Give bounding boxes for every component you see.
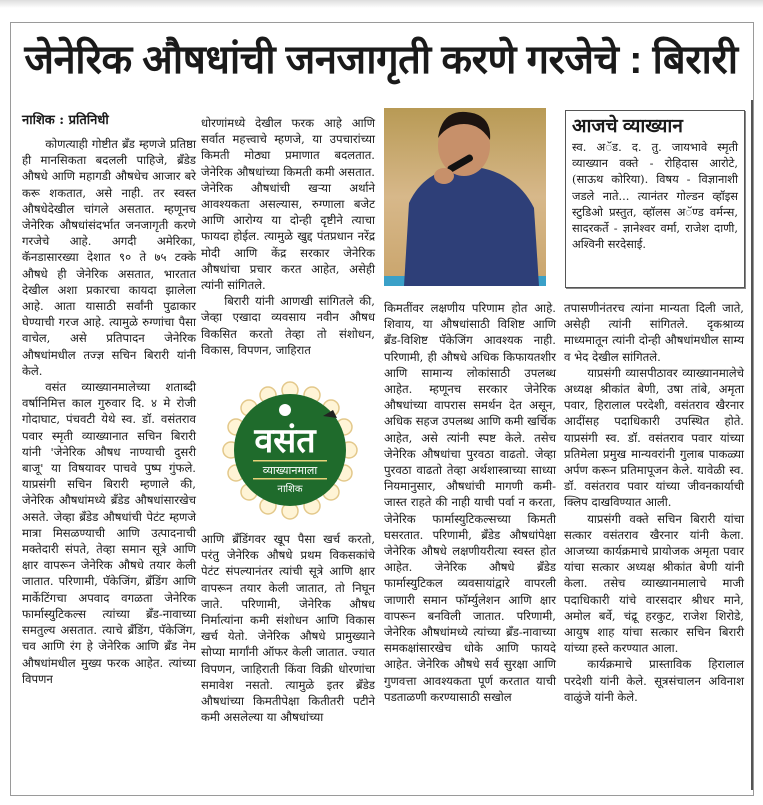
column-3 [384, 300, 556, 705]
paragraph: कोणत्याही गोष्टीत ब्रँड म्हणजे प्रतिष्ठा ही मानसिकता बदलली पाहिजे, ब्रँडेड औषधे आणि महागडी औषधेच आजार बरे करू शकतात, असे नाही. तर स्वस्त औषधेदेखील चांगले असतात. म्हणूनच जेनेरिक औषधांसंदर्भात जनजागृती करणे गरजेचे आहे. अगदी अमेरिका, कॅनडासारख्या देशात ९० ते ७५ टक्के औषधे ही जेनेरिक असतात, भारतात देखील अशा प्रकारचा कायदा झालेला आहे. आता यासाठी सर्वांनी पुढाकार घेण्याची गरज आहे. त्यामुळे रुग्णांचा पैसा वाचेल, असे प्रतिपादन जेनेरिक औषधांमधील तज्ज्ञ सचिन बिरारी यांनी केले. [22, 137, 196, 378]
column-divider [751, 100, 753, 790]
paragraph: याप्रसंगी वक्ते सचिन बिरारी यांचा सत्कार वसंतराव खैरनार यांनी केला. आजच्या कार्यक्रमाचे प्रायोजक अमृता पवार यांचा सत्कार अध्यक्ष श्रीकांत बेणी यांनी केला. तसेच व्याख्यानमालाचे माजी पदाधिकारी यांचे वारसदार श्रीधर माने, अमोल बर्वे, चंद्रू हरकुट, राजेश शिरोडे, आयुष शाह यांचा सत्कार सचिन बिरारी यांच्या हस्ते करण्यात आला. [564, 511, 744, 656]
column-4 [564, 300, 744, 705]
logo-subtitle: व्याख्यानमाला [262, 465, 318, 477]
vasant-vyakhyanmala-logo [215, 380, 365, 525]
paragraph: कार्यक्रमाचे प्रास्ताविक हिरालाल परदेशी यांनी केले. सूत्रसंचालन अविनाश वाळुंजे यांनी केले. [564, 657, 744, 704]
byline: नाशिक : प्रतिनिधी [22, 113, 109, 128]
logo-title: वसंत [254, 422, 316, 460]
paragraph: किमतींवर लक्षणीय परिणाम होत आहे. शिवाय, या औषधांसाठी विशिष्ट आणि ब्रँड-विशिष्ट पॅकेजिंग आवश्यक नाही. परिणामी, ही औषधे अधिक किफायतशीर आणि सामान्य लोकांसाठी उपलब्ध आहेत. म्हणूनच सरकार जेनेरिक औषधांच्या वापरास समर्थन देत असून, अधिक सहज उपलब्ध आणि कमी खर्चिक आहेत, असे त्यांनी स्पष्ट केले. तसेच जेनेरिक औषधांचा पुरवठा वाढतो. जेव्हा पुरवठा वाढतो तेव्हा अर्थशास्त्राच्या साध्या नियमानुसार, औषधांची मागणी कमी-जास्त राहते की नाही याची पर्वा न करता, जेनेरिक फार्मास्युटिकल्सच्या किमती घसरतात. परिणामी, ब्रँडेड औषधांपेक्षा जेनेरिक औषधे लक्षणीयरीत्या स्वस्त होत आहेत. जेनेरिक औषधे ब्रँडेड फार्मास्युटिकल व्यवसायांद्वारे वापरली जाणारी समान फॉर्म्युलेशन आणि क्षार वापरून बनविली जातात. परिणामी, जेनेरिक औषधांमध्ये त्यांच्या ब्रँड-नावाच्या समकक्षांसारखेच धोके आणि फायदे आहेत. जेनेरिक औषधे सर्व सुरक्षा आणि गुणवत्ता आवश्यकता पूर्ण करतात याची पडताळणी करण्यासाठी सखोल [384, 301, 556, 704]
todays-lecture-title: आजचे व्याख्यान [572, 116, 683, 137]
column-1 [22, 112, 196, 687]
paragraph: आणि ब्रँडिंगवर खूप पैसा खर्च करतो, परंतु जेनेरिक औषधे प्रथम विकसकांचे पेटंट संपल्यानंतर त्यांची सूत्रे आणि क्षार वापरून तयार केली जातात, तो निघून जाते. परिणामी, जेनेरिक औषध निर्मात्यांना कमी संशोधन आणि विकास खर्च येतो. जेनेरिक औषधे प्रामुख्याने सोप्या मार्गांनी ऑफर केली जातात. ज्यात विपणन, जाहिराती किंवा विक्री धोरणांचा समावेश नसतो. त्यामुळे इतर ब्रँडेड औषधांच्या किमतीपेक्षा कितीतरी पटीने कमी असलेल्या या औषधांच्या [201, 532, 375, 725]
column-2-bottom [201, 531, 375, 725]
logo-city: नाशिक [277, 484, 303, 495]
headline: जेनेरिक औषधांची जनजागृती करणे गरजेचे : बिरारी [24, 38, 738, 82]
todays-lecture-body: स्व. अॅड. द. तु. जायभावे स्मृती व्याख्यान वक्ते - रोहिदास आरोटे, (साऊथ कोरिया). विषय - विज्ञानाशी जडले नाते... त्यानंतर गोल्डन व्हॉइस स्टुडिओ प्रस्तुत, व्हॉलस अॅण्ड वर्मन्स, सादरकर्ते - ज्ञानेश्वर वर्मा, राजेश दाणी, अश्विनी सरदेसाई. [572, 140, 738, 252]
paragraph: धोरणांमध्ये देखील फरक आहे आणि सर्वात महत्त्वाचे म्हणजे, या उपचारांच्या किमती मोठ्या प्रमाणात बदलतात. जेनेरिक औषधांच्या किमती कमी असतात. जेनेरिक औषधांची खऱ्या अर्थाने आवश्यकता असल्यास, रुग्णाला बजेट आणि आरोग्य या दोन्ही दृष्टीने त्याचा फायदा होईल. त्यामुळे खुद्द पंतप्रधान नरेंद्र मोदी आणि केंद्र सरकार जेनेरिक औषधांचा प्रचार करत आहेत, असेही त्यांनी सांगितले. [201, 116, 375, 293]
paragraph: वसंत व्याख्यानमालेच्या शताब्दी वर्षानिमित्त काल गुरुवार दि. ४ मे रोजी गोदाघाट, पंचवटी येथे स्व. डॉ. वसंतराव पवार स्मृती व्याख्यानात सचिन बिरारी यांनी 'जेनेरिक औषध नाण्याची दुसरी बाजू' या विषयावर पाचवे पुष्प गुंफले. याप्रसंगी सचिन बिरारी म्हणाले की, जेनेरिक औषधांमध्ये ब्रँडेड औषधांसारखेच असते. जेव्हा ब्रँडेड औषधांची पेटंट म्हणजे मात्रा मिसळण्याची आणि उत्पादनाची मक्तेदारी संपते, तेव्हा समान सूत्रे आणि क्षार वापरून जेनेरिक औषधे तयार केली जातात. परिणामी, पॅकेजिंग, ब्रँडिंग आणि मार्केटिंगचा अपवाद वगळता जेनेरिक फार्मास्युटिकल्स त्यांच्या ब्रँड-नावाच्या समतुल्य असतात. त्याचे ब्रँडिंग, पॅकेजिंग, चव आणि रंग हे जेनेरिक आणि ब्रँड नेम औषधांमधील मुख्य फरक आहेत. त्यांच्या विपणन [22, 380, 196, 686]
previous-clipping-edge [0, 0, 763, 8]
paragraph: याप्रसंगी व्यासपीठावर व्याख्यानमालेचे अध्यक्ष श्रीकांत बेणी, उषा तांबे, अमृता पवार, हिरालाल परदेशी, वसंतराव खैरनार आदींसह पदाधिकारी उपस्थित होते. याप्रसंगी स्व. डॉ. वसंतराव पवार यांच्या प्रतिमेला प्रमुख मान्यवरांनी गुलाब पाकळ्या अर्पण करून प्रतिमापूजन केले. यावेळी स्व. डॉ. वसंतराव पवार यांच्या जीवनकार्याची क्लिप दाखविण्यात आली. [564, 365, 744, 510]
paragraph: बिरारी यांनी आणखी सांगितले की, जेव्हा एखादा व्यवसाय नवीन औषध विकसित करतो तेव्हा तो संशोधन, विकास, विपणन, जाहिरात [201, 294, 375, 357]
paragraph: तपासणीनंतरच त्यांना मान्यता दिली जाते, असेही त्यांनी सांगितले. दृकश्राव्य माध्यमातून त्यांनी दोन्ही औषधांमधील साम्य व भेद देखील सांगितले. [564, 301, 744, 364]
todays-lecture-box [565, 110, 745, 288]
column-2-top [201, 115, 375, 358]
speaker-photo [384, 108, 546, 286]
